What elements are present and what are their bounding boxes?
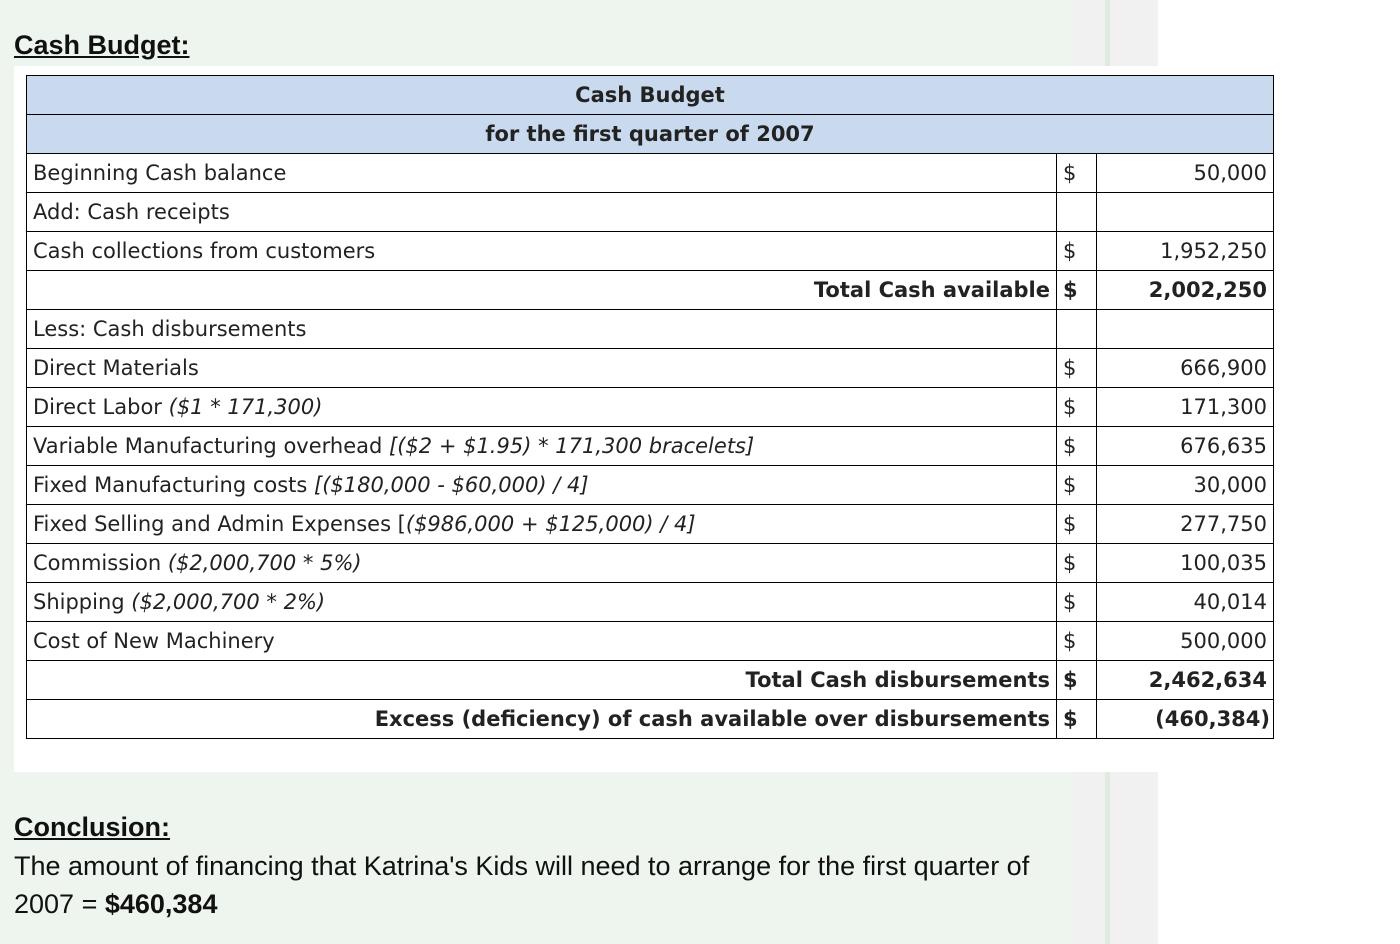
disbursement-amount: 277,750 [1097, 505, 1274, 544]
disbursement-amount: 40,014 [1097, 583, 1274, 622]
empty-cell [1057, 310, 1097, 349]
disbursement-name: Fixed Selling and Admin Expenses [ [33, 512, 406, 536]
total-available-label: Total Cash available [27, 271, 1057, 310]
currency-symbol: $ [1057, 271, 1097, 310]
currency-symbol: $ [1057, 583, 1097, 622]
disbursement-name: Variable Manufacturing overhead [33, 434, 383, 458]
table-row [27, 193, 1274, 232]
currency-symbol: $ [1057, 427, 1097, 466]
table-row [27, 661, 1274, 700]
empty-cell [1097, 310, 1274, 349]
currency-symbol: $ [1057, 232, 1097, 271]
table-row [27, 544, 1274, 583]
disbursement-name: Direct Labor [33, 395, 162, 419]
table-row [27, 505, 1274, 544]
disbursement-label [27, 466, 1057, 505]
currency-symbol: $ [1057, 349, 1097, 388]
collections-label: Cash collections from customers [27, 232, 1057, 271]
table-row [27, 271, 1274, 310]
table-title: Cash Budget [27, 76, 1274, 115]
disbursement-name: Fixed Manufacturing costs [33, 473, 308, 497]
table-row [27, 583, 1274, 622]
financing-amount: $460,384 [104, 889, 218, 919]
disbursement-amount: 171,300 [1097, 388, 1274, 427]
table-subtitle-row [27, 115, 1274, 154]
disbursement-note: [($2 + $1.95) * 171,300 bracelets] [389, 434, 755, 458]
disbursement-amount: 30,000 [1097, 466, 1274, 505]
table-subtitle: for the first quarter of 2007 [27, 115, 1274, 154]
currency-symbol: $ [1057, 154, 1097, 193]
disbursement-name: Cost of New Machinery [33, 629, 275, 653]
table-row [27, 700, 1274, 739]
collections-amount: 1,952,250 [1097, 232, 1274, 271]
cash-budget-sheet [14, 66, 1286, 772]
table-row [27, 349, 1274, 388]
excess-label: Excess (deficiency) of cash available over disbursements [27, 700, 1057, 739]
currency-symbol: $ [1057, 661, 1097, 700]
disbursement-name: Shipping [33, 590, 125, 614]
disbursement-amount: 500,000 [1097, 622, 1274, 661]
table-title-row [27, 76, 1274, 115]
disbursement-amount: 666,900 [1097, 349, 1274, 388]
disbursement-note: ($986,000 + $125,000) / 4] [405, 512, 696, 536]
disbursement-name: Direct Materials [33, 356, 199, 380]
disbursement-note: ($2,000,700 * 2%) [131, 590, 326, 614]
excess-amount: (460,384) [1097, 700, 1274, 739]
table-row [27, 388, 1274, 427]
empty-cell [1097, 193, 1274, 232]
currency-symbol: $ [1057, 388, 1097, 427]
conclusion-sentence: The amount of financing that Katrina's Kids will need to arrange for the first quarter of 2007 = [14, 851, 1030, 919]
disbursement-name: Commission [33, 551, 162, 575]
currency-symbol: $ [1057, 466, 1097, 505]
table-row [27, 466, 1274, 505]
currency-symbol: $ [1057, 544, 1097, 583]
cash-budget-table [26, 75, 1274, 739]
disbursement-label [27, 388, 1057, 427]
total-disbursements-label: Total Cash disbursements [27, 661, 1057, 700]
section-heading: Cash Budget: [14, 30, 190, 60]
table-row [27, 232, 1274, 271]
receipts-header: Add: Cash receipts [27, 193, 1057, 232]
currency-symbol: $ [1057, 700, 1097, 739]
disbursement-label [27, 544, 1057, 583]
table-row [27, 310, 1274, 349]
table-row [27, 622, 1274, 661]
total-available-amount: 2,002,250 [1097, 271, 1274, 310]
disbursement-label [27, 583, 1057, 622]
disbursement-label [27, 427, 1057, 466]
table-row [27, 427, 1274, 466]
disbursement-note: [($180,000 - $60,000) / 4] [314, 473, 589, 497]
disbursement-amount: 676,635 [1097, 427, 1274, 466]
disbursement-label [27, 622, 1057, 661]
empty-cell [1057, 193, 1097, 232]
currency-symbol: $ [1057, 505, 1097, 544]
table-row [27, 154, 1274, 193]
conclusion-text [14, 847, 1054, 923]
disbursement-label [27, 349, 1057, 388]
conclusion-section [14, 812, 1054, 923]
total-disbursements-amount: 2,462,634 [1097, 661, 1274, 700]
disbursement-note: ($1 * 171,300) [168, 395, 323, 419]
beginning-balance-amount: 50,000 [1097, 154, 1274, 193]
disbursements-header: Less: Cash disbursements [27, 310, 1057, 349]
disbursement-note: ($2,000,700 * 5%) [167, 551, 362, 575]
disbursement-amount: 100,035 [1097, 544, 1274, 583]
beginning-balance-label: Beginning Cash balance [27, 154, 1057, 193]
conclusion-heading: Conclusion: [14, 812, 170, 842]
disbursement-label [27, 505, 1057, 544]
currency-symbol: $ [1057, 622, 1097, 661]
